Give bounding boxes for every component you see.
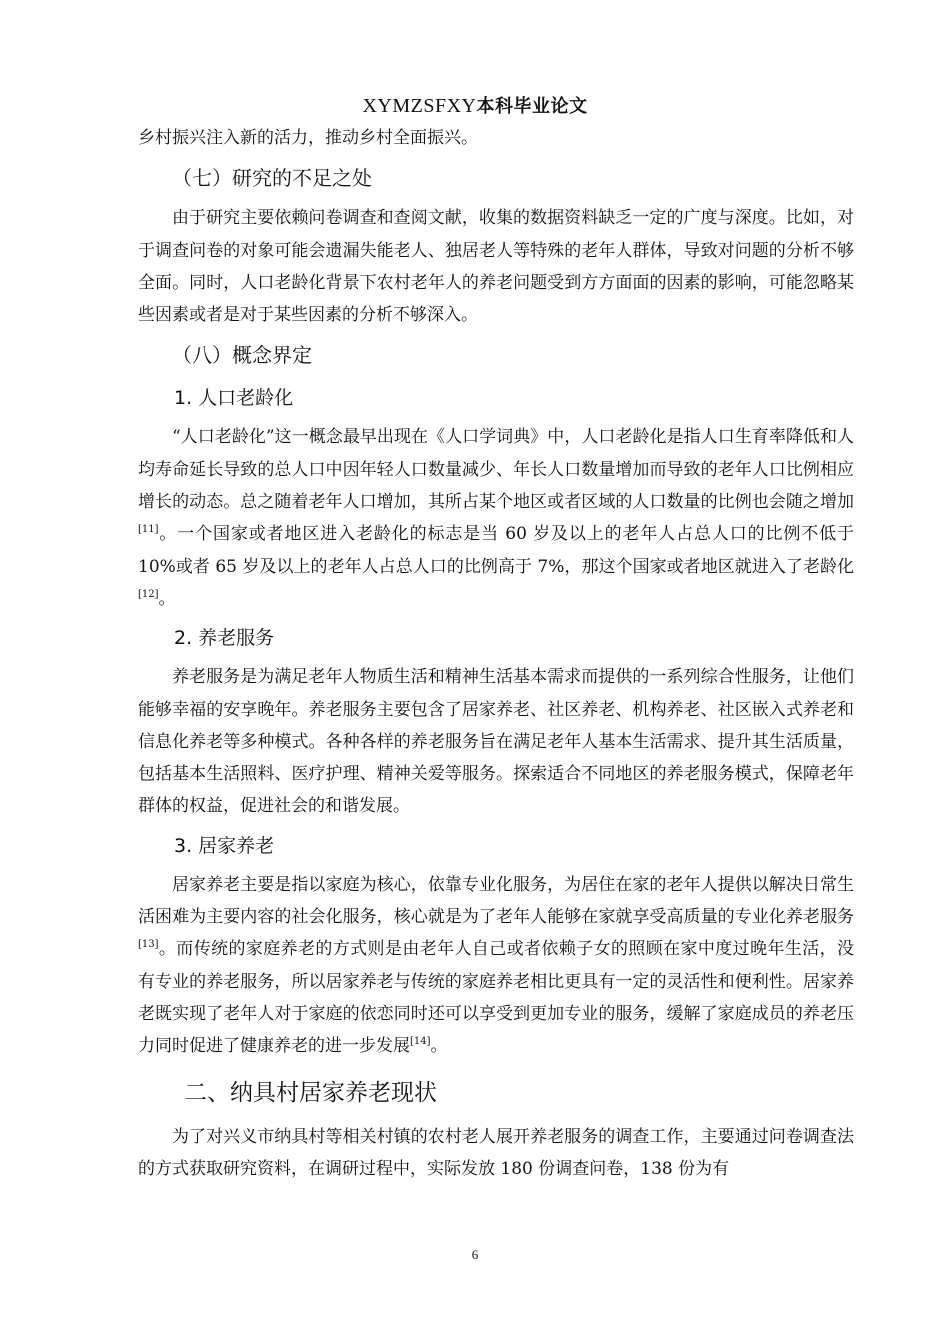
chapter2-intro-paragraph: 为了对兴义市纳具村等相关村镇的农村老人展开养老服务的调查工作，主要通过问卷调查法的方式获取研究资料，在调研过程中，实际发放 180 份调查问卷，138 份为有 — [138, 1126, 854, 1179]
chapter-heading-najucun-status: 二、纳具村居家养老现状 — [184, 1079, 437, 1106]
citation-11: [11] — [138, 524, 159, 536]
home-based-care-text-b: 。而传统的家庭养老的方式则是由老年人自己或者依赖子女的照顾在家中度过晚年生活，没有专业的养老服务，所以居家养老与传统的家庭养老相比更具有一定的灵活性和便利性。居家养老既实现了老年人对于家庭的依恋同时还可以享受到更加专业的服务，缓解了家庭成员的养老压力同时促进了健康养老的进一步发展 — [138, 939, 854, 1057]
header-school-code: XYMZSFXY — [362, 95, 477, 117]
section-heading-limitations: （七）研究的不足之处 — [172, 166, 372, 191]
population-aging-text-c: 。 — [158, 588, 176, 609]
population-aging-paragraph — [138, 421, 854, 615]
subheading-population-aging: 1. 人口老龄化 — [174, 387, 294, 410]
population-aging-text-a: “人口老龄化”这一概念最早出现在《人口学词典》中，人口老龄化是指人口生育率降低和人均寿命延长导致的总人口中因年轻人口数量减少、年长人口数量增加而导致的老年人口比例相应增长的动态。总之随着老年人口增加，其所占某个地区或者区域的人口数量的比例也会随之增加 — [138, 427, 854, 513]
section-heading-definitions: （八）概念界定 — [172, 343, 312, 368]
page-header — [0, 93, 950, 120]
document-body — [138, 122, 854, 1185]
limitations-paragraph: 由于研究主要依赖问卷调查和查阅文献，收集的数据资料缺乏一定的广度与深度。比如，对于调查问卷的对象可能会遗漏失能老人、独居老人等特殊的老年人群体，导致对问题的分析不够全面。同时，人口老龄化背景下农村老年人的养老问题受到方方面面的因素的影响，可能忽略某些因素或者是对于某些因素的分析不够深入。 — [138, 208, 854, 326]
subheading-elderly-care-service: 2. 养老服务 — [174, 627, 275, 650]
home-based-care-text-a: 居家养老主要是指以家庭为核心，依靠专业化服务，为居住在家的老年人提供以解决日常生活困难为主要内容的社会化服务，核心就是为了老年人能够在家就享受高质量的专业化养老服务 — [138, 874, 854, 928]
page-number: 6 — [471, 1247, 479, 1262]
home-based-care-paragraph — [138, 869, 854, 1063]
citation-13: [13] — [138, 939, 159, 951]
home-based-care-text-c: 。 — [430, 1036, 448, 1057]
population-aging-text-b: 。一个国家或者地区进入老龄化的标志是当 60 岁及以上的老年人占总人口的比例不低于 10%或者 65 岁及以上的老年人占总人口的比例高于 7%，那这个国家或者地区就进入了老龄化 — [138, 524, 854, 577]
subheading-home-based-care: 3. 居家养老 — [174, 834, 275, 857]
citation-12: [12] — [138, 588, 159, 600]
header-thesis-label: 本科毕业论文 — [476, 96, 588, 117]
citation-14: [14] — [410, 1036, 431, 1048]
continuation-paragraph: 乡村振兴注入新的活力，推动乡村全面振兴。 — [138, 128, 478, 148]
elderly-care-service-paragraph: 养老服务是为满足老年人物质生活和精神生活基本需求而提供的一系列综合性服务，让他们能够幸福的安享晚年。养老服务主要包含了居家养老、社区养老、机构养老、社区嵌入式养老和信息化养老等多种模式。各种各样的养老服务旨在满足老年人基本生活需求、提升其生活质量，包括基本生活照料、医疗护理、精神关爱等服务。探索适合不同地区的养老服务模式，保障老年群体的权益，促进社会的和谐发展。 — [138, 667, 854, 817]
